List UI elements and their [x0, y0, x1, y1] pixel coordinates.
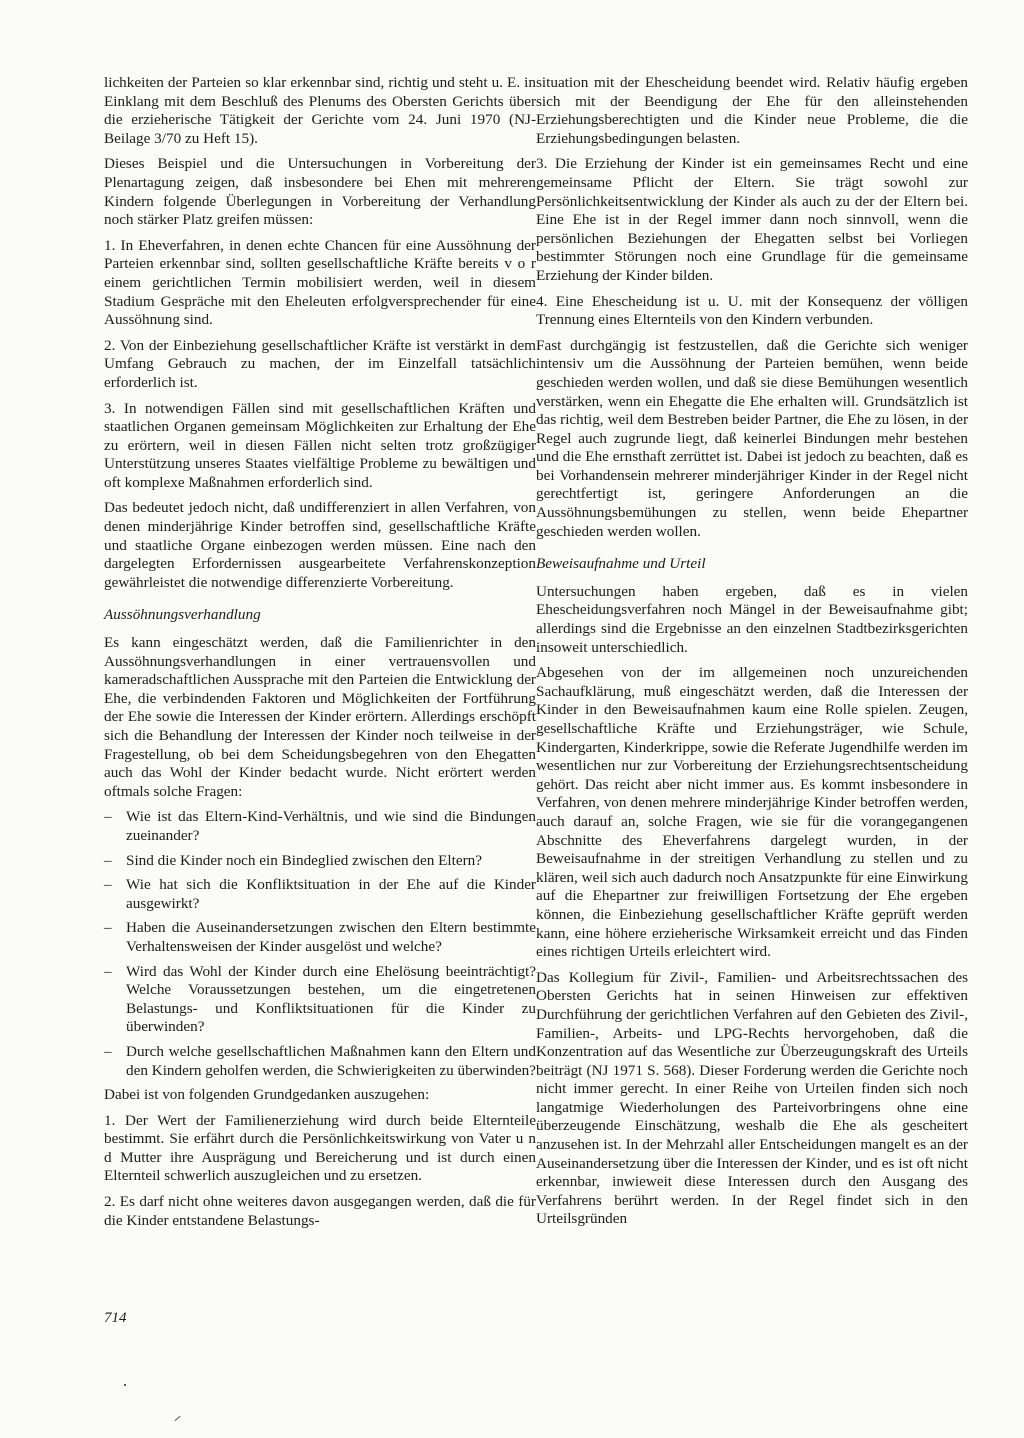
list-item: – Durch welche gesellschaftlichen Maßnahmen kann den Eltern und den Kindern geholfen werden, die Schwierigkeiten zu überwinden? [104, 1043, 536, 1080]
scan-stroke [174, 1416, 180, 1421]
paragraph: Dieses Beispiel und die Untersuchungen in Vorbereitung der Plenartagung zeigen, daß insbesondere bei Ehen mit mehreren Kindern folgende Überlegungen in Vorbereitung der Verhandlung noch stärker Platz greifen müssen: [104, 155, 536, 229]
left-column [104, 74, 536, 1237]
paragraph: Fast durchgängig ist festzustellen, daß die Gerichte sich weniger intensiv um die Aussöhnung der Parteien bemühen, wenn beide geschieden werden wollen, und daß sie diese Bemühungen wesentlich verstärken, wenn ein Ehegatte die Ehe erhalten will. Grundsätzlich ist das richtig, weil dem Bestreben beider Partner, die Ehe zu lösen, in der Regel auch zugrunde liegt, daß keinerlei Bindungen mehr bestehen und die Ehe ernsthaft zerrüttet ist. Dabei ist jedoch zu beachten, daß es bei Vorhandensein mehrerer minderjähriger Kinder in der Regel nicht gerechtfertigt ist, geringere Anforderungen an die Aussöhnungsbemühungen zu stellen, wenn beide Ehepartner geschieden werden wollen. [536, 336, 968, 540]
paragraph: 1. In Eheverfahren, in denen echte Chancen für eine Aussöhnung der Parteien erkennbar sind, sollten gesellschaftliche Kräfte bereits v o r einem gerichtlichen Termin mobilisiert werden, weil in diesem Stadium Gespräche mit den Eheleuten erfolgversprechender für eine Aussöhnung sind. [104, 236, 536, 329]
right-column [536, 74, 968, 1236]
page-number: 714 [104, 1310, 127, 1326]
paragraph: 1. Der Wert der Familienerziehung wird durch beide Elternteile bestimmt. Sie erfährt durch die Persönlichkeitswirkung von Vater u n d Mutter ihre Ausprägung und Bereicherung und ist durch einen Elternteil schwerlich auszugleichen und zu ersetzen. [104, 1111, 536, 1185]
paragraph: Untersuchungen haben ergeben, daß es in vielen Ehescheidungsverfahren noch Mängel in der Beweisaufnahme gibt; allerdings sind die Ergebnisse an den einzelnen Stadtbezirksgerichten insoweit unterschiedlich. [536, 582, 968, 656]
paragraph: Es kann eingeschätzt werden, daß die Familienrichter in den Aussöhnungsverhandlungen in einer vertrauensvollen und kameradschaftlichen Aussprache mit den Parteien die Entwicklung der Ehe, die verbindenden Faktoren und Möglichkeiten der Fortführung der Ehe sowie die Interessen der Kinder erörtern. Allerdings erschöpft sich die Behandlung der Interessen der Kinder noch teilweise in der Fragestellung, ob bei dem Scheidungsbegehren von den Ehegatten auch das Wohl der Kinder bedacht wurde. Nicht erörtert werden oftmals solche Fragen: [104, 634, 536, 800]
question-list [104, 808, 536, 1080]
section-heading: Beweisaufnahme und Urteil [536, 555, 706, 573]
paragraph: 4. Eine Ehescheidung ist u. U. mit der Konsequenz der völligen Trennung eines Elternteils von den Kindern verbunden. [536, 292, 968, 329]
section-heading: Aussöhnungsverhandlung [104, 606, 261, 624]
paragraph: Das bedeutet jedoch nicht, daß undifferenziert in allen Verfahren, von denen minderjährige Kinder betroffen sind, gesellschaftliche Kräfte und staatliche Organe einbezogen werden müssen. Eine nach den dargelegten Erfordernissen ausgearbeitete Verfahrenskonzeption gewährleistet die notwendige differenzierte Vorbereitung. [104, 499, 536, 591]
paragraph: 3. In notwendigen Fällen sind mit gesellschaftlichen Kräften und staatlichen Organen gemeinsam Möglichkeiten zur Erhaltung der Ehe zu erörtern, weil in diesen Fällen nicht selten trotz großzügiger Unterstützung unseres Staates vielfältige Probleme zu bewältigen und oft komplexe Maßnahmen erforderlich sind. [104, 399, 536, 491]
paragraph: situation mit der Ehescheidung beendet wird. Relativ häufig ergeben sich mit der Beendigung der Ehe für den alleinstehenden Erziehungsberechtigten und die Kinder neue Probleme, die die Erziehungsbedingungen belasten. [536, 74, 968, 147]
paragraph: Abgesehen von der im allgemeinen noch unzureichenden Sachaufklärung, muß eingeschätzt werden, daß die Interessen der Kinder in den Beweisaufnahmen kaum eine Rolle spielen. Zeugen, gesellschaftliche Kräfte und Erziehungsträger, wie Schule, Kindergarten, Kinderkrippe, sowie die Referate Jugendhilfe werden im wesentlichen nur zur Vorbereitung der Erziehungsrechtsentscheidung gehört. Das reicht aber nicht immer aus. Es kommt insbesondere in Verfahren, von denen mehrere minderjährige Kinder betroffen werden, auch darauf an, solche Fragen, wie sie für die vorangegangenen Abschnitte des Eheverfahrens dargelegt wurden, in der Beweisaufnahme in der streitigen Verhandlung zu stellen und zu klären, weil sich auch dadurch noch Ansatzpunkte für eine Einwirkung auf die Ehepartner zur freiwilligen Fortsetzung der Ehe ergeben können, die Einbeziehung gesellschaftlicher Kräfte geprüft werden kann, eine höhere erzieherische Wirksamkeit erreicht und das Finden eines richtigen Urteils erleichtert wird. [536, 664, 968, 961]
paragraph: 2. Von der Einbeziehung gesellschaftlicher Kräfte ist verstärkt in dem Umfang Gebrauch zu machen, der im Einzelfall tatsächlich erforderlich ist. [104, 336, 536, 391]
paragraph: 3. Die Erziehung der Kinder ist ein gemeinsames Recht und eine gemeinsame Pflicht der Eltern. Sie trägt sowohl zur Persönlichkeitsentwicklung der Kinder als auch zu der der Eltern bei. Eine Ehe ist in der Regel immer dann noch sinnvoll, wenn die persönlichen Beziehungen der Ehegatten selbst bei Vorliegen bestimmter Störungen noch eine Grundlage für die gemeinsame Erziehung der Kinder bilden. [536, 155, 968, 284]
list-item: – Wird das Wohl der Kinder durch eine Ehelösung beeinträchtigt? Welche Voraussetzungen bestehen, um die eingetretenen Belastungs- und Konfliktsituationen für die Kinder zu überwinden? [104, 963, 536, 1037]
scan-speck [124, 1384, 126, 1386]
list-item: – Haben die Auseinandersetzungen zwischen den Eltern bestimmte Verhaltensweisen der Kinder ausgelöst und welche? [104, 919, 536, 956]
list-item: – Wie ist das Eltern-Kind-Verhältnis, und wie sind die Bindungen zueinander? [104, 808, 536, 845]
paragraph: Das Kollegium für Zivil-, Familien- und Arbeitsrechtssachen des Obersten Gerichts hat in seinen Hinweisen zur effektiven Durchführung der gerichtlichen Verfahren auf den Gebieten des Zivil-, Familien-, Arbeits- und LPG-Rechts hervorgehoben, daß die Konzentration auf das Wesentliche zur Überzeugungskraft des Urteils beiträgt (NJ 1971 S. 568). Dieser Forderung werden die Gerichte noch nicht immer gerecht. In einer Reihe von Urteilen finden sich noch langatmige Wiederholungen des Parteivorbringens ohne eine überzeugende Einschätzung, weshalb die Ehe als gescheitert anzusehen ist. In der Mehrzahl aller Entscheidungen mangelt es an der Auseinandersetzung über die Interessen der Kinder, und es ist oft nicht erkennbar, inwieweit diese Interessen durch den Ausgang des Verfahrens berührt werden. In der Regel findet sich in den Urteilsgründen [536, 968, 968, 1228]
paragraph: lichkeiten der Parteien so klar erkennbar sind, richtig und steht u. E. in Einklang mit dem Beschluß des Plenums des Obersten Gerichts über die erzieherische Tätigkeit der Gerichte vom 24. Juni 1970 (NJ-Beilage 3/70 zu Heft 15). [104, 74, 536, 147]
paragraph: Dabei ist von folgenden Grundgedanken auszugehen: [104, 1086, 430, 1104]
list-item: – Wie hat sich die Konfliktsituation in der Ehe auf die Kinder ausgewirkt? [104, 876, 536, 913]
list-item: – Sind die Kinder noch ein Bindeglied zwischen den Eltern? [104, 852, 536, 871]
paragraph: 2. Es darf nicht ohne weiteres davon ausgegangen werden, daß die für die Kinder entstandene Belastungs- [104, 1193, 536, 1229]
